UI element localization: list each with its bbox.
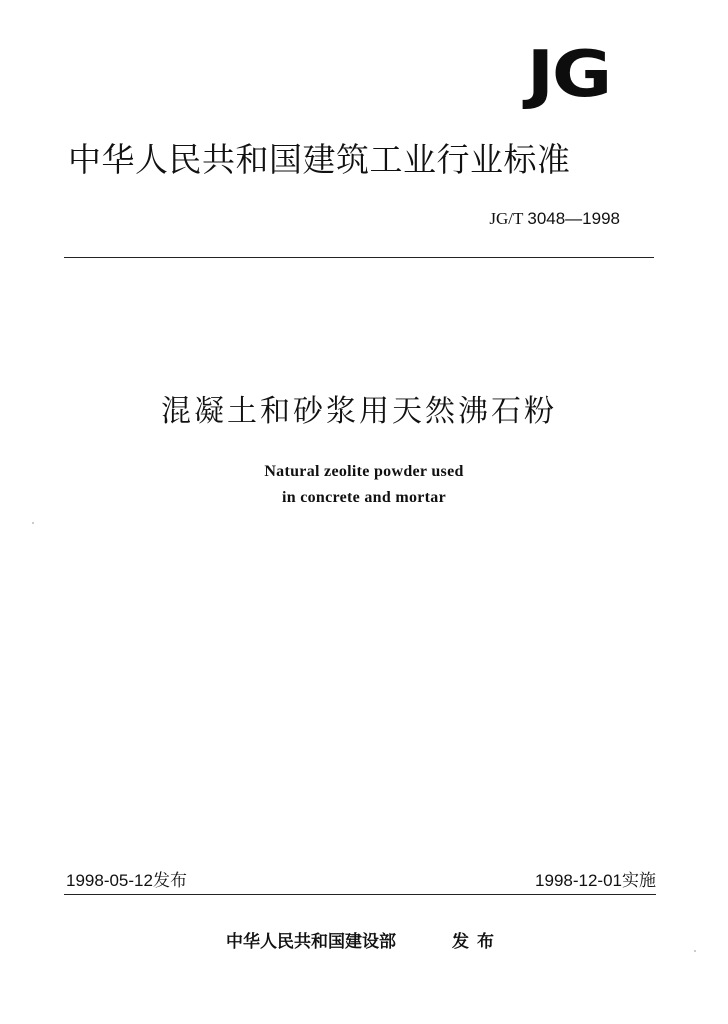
scan-speck	[694, 950, 696, 952]
standard-code-prefix: JG/T	[489, 209, 524, 228]
publish-date: 1998-05-12发布	[66, 871, 187, 890]
english-title-line-2: in concrete and mortar	[281, 489, 447, 506]
bottom-divider	[64, 894, 656, 895]
implement-date: 1998-12-01实施	[535, 871, 656, 890]
english-title-line-1: Natural zeolite powder used	[264, 463, 464, 480]
scan-speck	[32, 522, 34, 524]
standard-code-number: 3048—1998	[527, 209, 620, 228]
top-divider	[64, 257, 654, 258]
jg-logo: JG	[526, 38, 610, 112]
issue-label: 发布	[452, 932, 502, 952]
organization-title: 中华人民共和国建筑工业行业标准	[68, 140, 571, 179]
issuing-authority: 中华人民共和国建设部	[226, 932, 396, 952]
chinese-title: 混凝土和砂浆用天然沸石粉	[161, 394, 557, 429]
standard-code	[489, 208, 620, 230]
